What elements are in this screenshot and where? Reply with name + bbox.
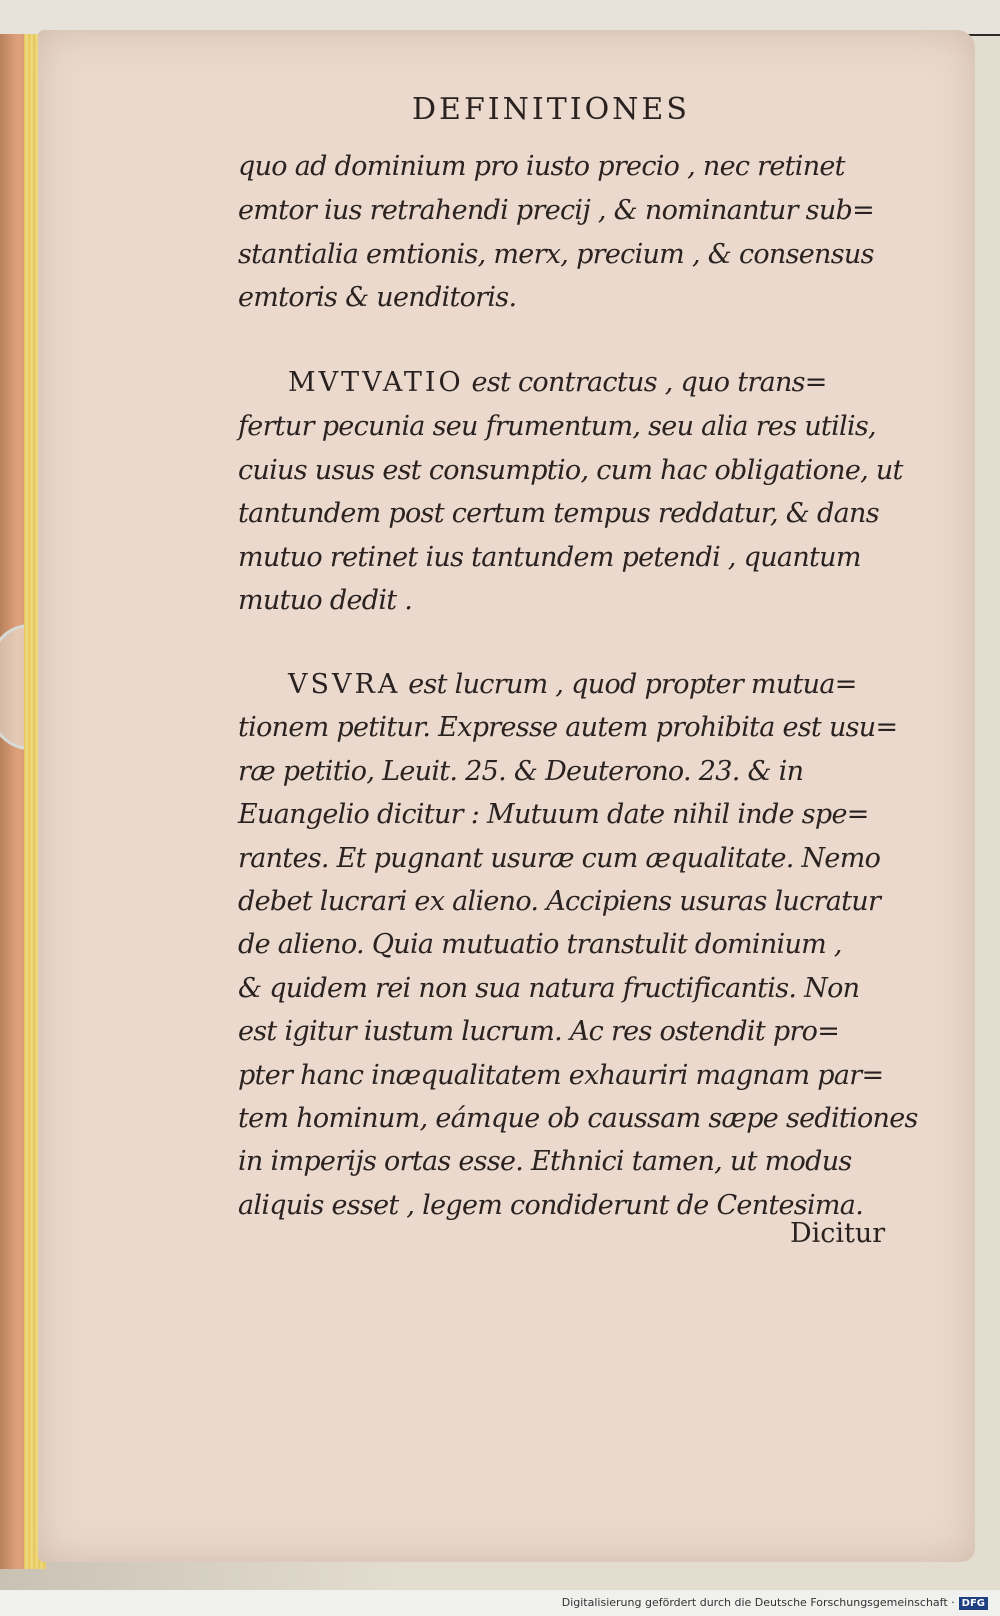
text-line: mutuo dedit . bbox=[238, 585, 413, 616]
text-line: rantes. Et pugnant usuræ cum æqualitate. Nemo bbox=[238, 843, 881, 874]
text-line: stantialia emtionis, merx, precium , & consensus bbox=[238, 239, 874, 270]
text-line: & quidem rei non sua natura fructificantis. Non bbox=[238, 973, 860, 1004]
text-line: mutuo retinet ius tantundem petendi , quantum bbox=[238, 542, 861, 573]
text-line: fertur pecunia seu frumentum, seu alia res utilis, bbox=[238, 411, 876, 442]
running-head: DEFINITIONES bbox=[412, 92, 690, 127]
paragraph-3-first-line bbox=[288, 670, 857, 700]
entry-keyword: VSVRA bbox=[288, 669, 401, 700]
text-line: tionem petitur. Expresse autem prohibita est usu= bbox=[238, 712, 898, 743]
text-fragment: est contractus , quo trans= bbox=[471, 367, 827, 398]
text-line: tantundem post certum tempus reddatur, & dans bbox=[238, 498, 879, 529]
credit-text: Digitalisierung gefördert durch die Deutsche Forschungsgemeinschaft · bbox=[561, 1596, 955, 1609]
text-line: tem hominum, eámque ob caussam sæpe seditiones bbox=[238, 1103, 918, 1134]
entry-keyword: MVTVATIO bbox=[288, 367, 464, 398]
text-line: emtoris & uenditoris. bbox=[238, 282, 517, 313]
text-line: in imperijs ortas esse. Ethnici tamen, ut modus bbox=[238, 1146, 852, 1177]
text-line: aliquis esset , legem condiderunt de Centesima. bbox=[238, 1190, 864, 1221]
text-line: debet lucrari ex alieno. Accipiens usuras lucratur bbox=[238, 886, 881, 917]
text-line: ræ petitio, Leuit. 25. & Deuterono. 23. & in bbox=[238, 756, 804, 787]
text-line: est igitur iustum lucrum. Ac res ostendit pro= bbox=[238, 1016, 840, 1047]
dfg-logo: DFG bbox=[959, 1597, 988, 1610]
text-line: cuius usus est consumptio, cum hac obligatione, ut bbox=[238, 455, 903, 486]
catchword: Dicitur bbox=[790, 1218, 886, 1249]
paragraph-2-first-line bbox=[288, 368, 827, 398]
text-line: quo ad dominium pro iusto precio , nec retinet bbox=[238, 151, 845, 182]
text-fragment: est lucrum , quod propter mutua= bbox=[408, 669, 857, 700]
text-line: de alieno. Quia mutuatio transtulit dominium , bbox=[238, 929, 842, 960]
text-line: pter hanc inæqualitatem exhauriri magnam par= bbox=[238, 1060, 884, 1091]
text-line: emtor ius retrahendi precij , & nominantur sub= bbox=[238, 195, 875, 226]
digitization-credit bbox=[562, 1596, 988, 1610]
text-line: Euangelio dicitur : Mutuum date nihil inde spe= bbox=[238, 799, 869, 830]
